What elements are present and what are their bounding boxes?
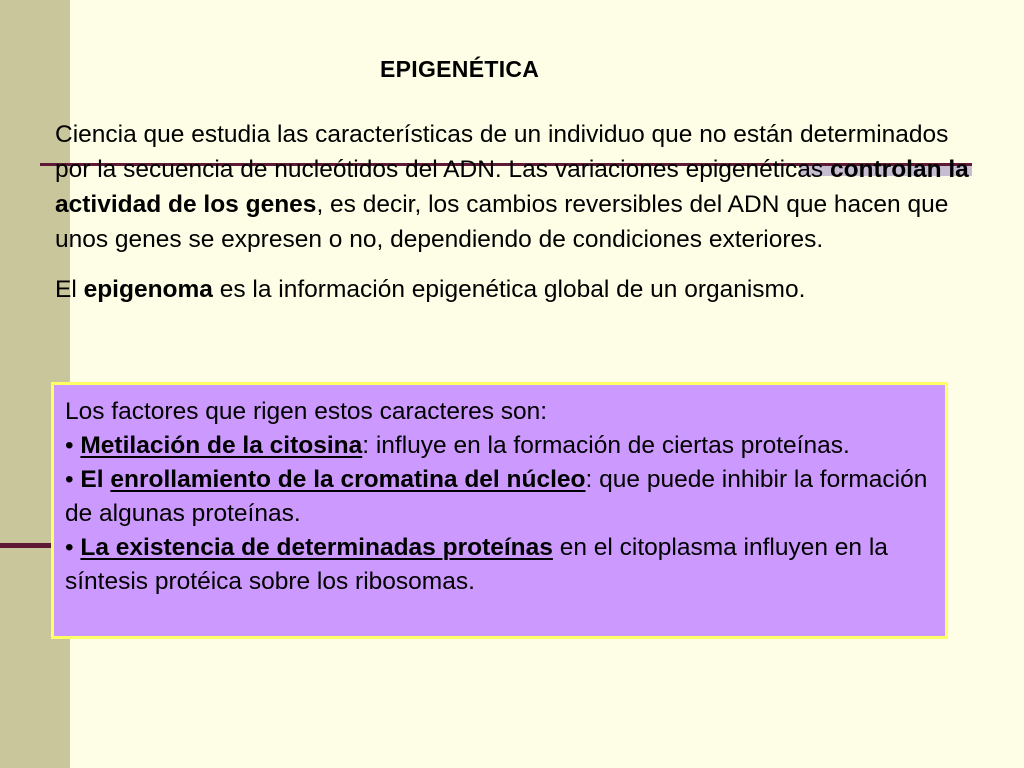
epigenoma-term: epigenoma bbox=[83, 276, 213, 303]
factors-heading: Los factores que rigen estos caracteres son: bbox=[65, 398, 548, 425]
bullet-glyph: • bbox=[65, 534, 81, 561]
factor-term: La existencia de determinadas proteínas bbox=[80, 534, 553, 561]
factor-item-1: • Metilación de la citosina: influye en la formación de ciertas proteínas. bbox=[65, 432, 850, 459]
intro-emphasis: controlan la actividad de los genes bbox=[55, 156, 969, 218]
factor-term: enrollamiento de la cromatina del núcleo bbox=[110, 466, 586, 493]
decorative-rule-left bbox=[0, 543, 56, 548]
intro-text bbox=[55, 117, 970, 307]
bullet-glyph: • bbox=[65, 466, 81, 493]
factors-box bbox=[51, 382, 948, 639]
factor-term: Metilación de la citosina bbox=[80, 432, 363, 459]
factor-item-3: • La existencia de determinadas proteínas en el citoplasma influyen en la síntesis protéica sobre los ribosomas. bbox=[65, 534, 888, 595]
slide-title: EPIGENÉTICA bbox=[380, 56, 540, 82]
bullet-glyph: • bbox=[65, 432, 81, 459]
intro-paragraph-1: Ciencia que estudia las características de un individuo que no están determinados por la secuencia de nucleótidos del ADN. Las variaciones epigenéticas controlan la actividad de los genes, es decir, los cambios reversibles del ADN que hacen que unos genes se expresen o no, dependiendo de condiciones exteriores. bbox=[55, 121, 969, 253]
factor-item-2: • El enrollamiento de la cromatina del núcleo: que puede inhibir la formación de algunas proteínas. bbox=[65, 466, 928, 527]
intro-paragraph-2: El epigenoma es la información epigenética global de un organismo. bbox=[55, 276, 806, 303]
